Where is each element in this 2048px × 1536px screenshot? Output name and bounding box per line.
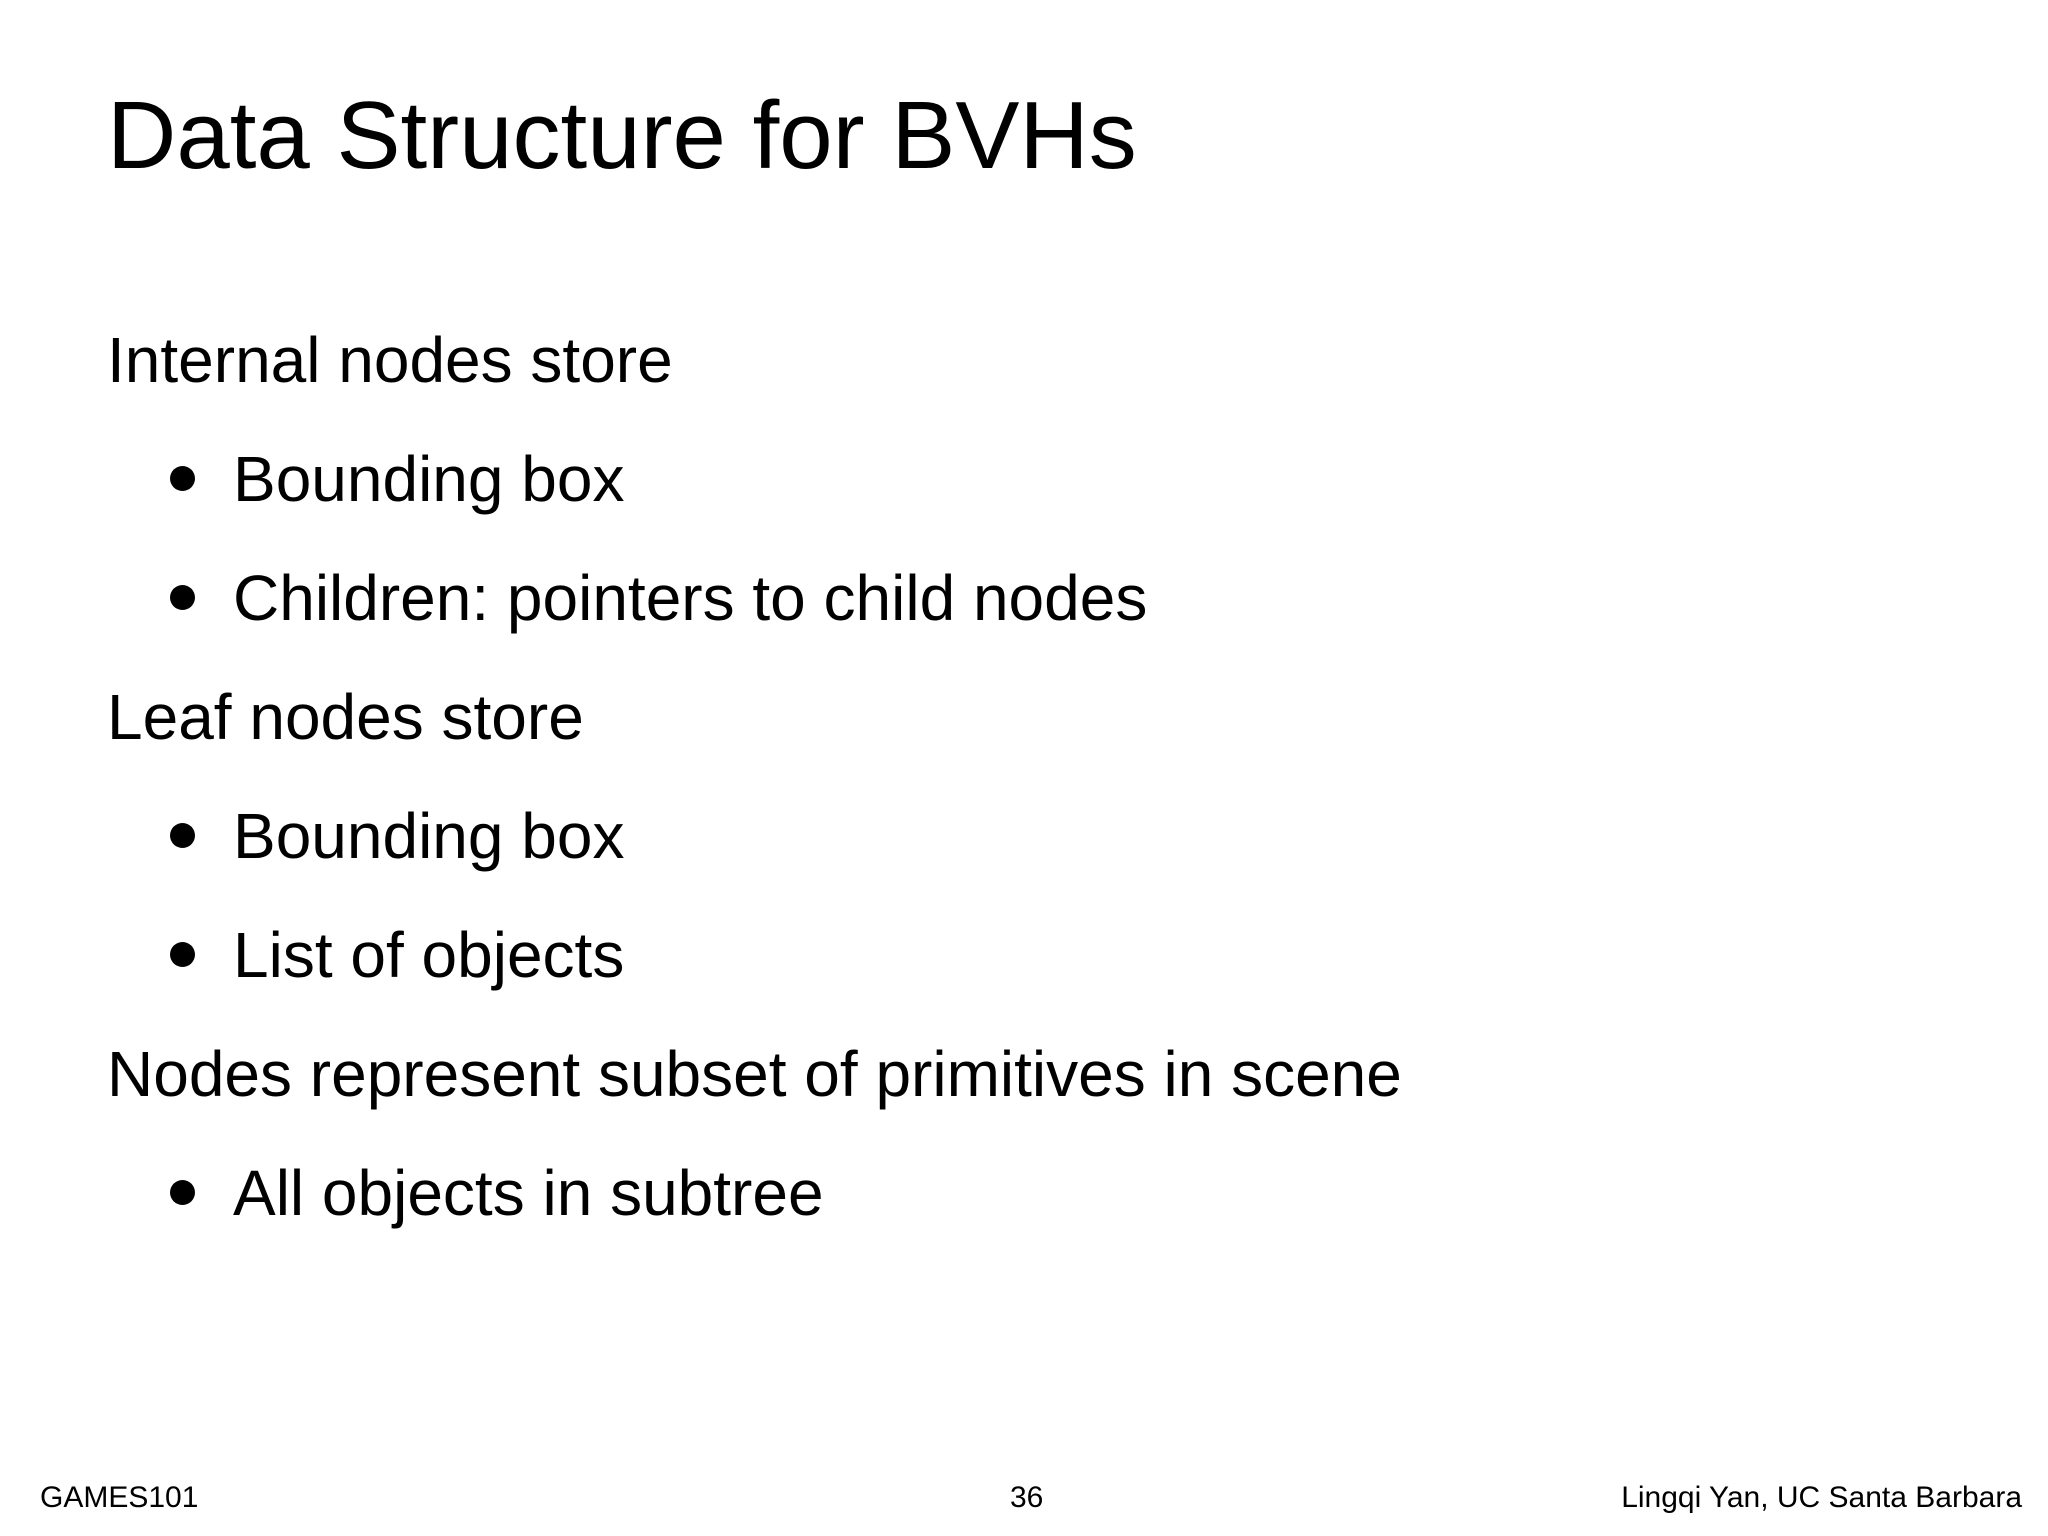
- bullet-item: [107, 538, 1957, 657]
- line-text: Bounding box: [233, 442, 625, 515]
- bullet-dot-icon: [170, 823, 195, 848]
- line-text: All objects in subtree: [233, 1156, 824, 1229]
- line-text: Internal nodes store: [107, 323, 673, 396]
- line-text: Children: pointers to child nodes: [233, 561, 1148, 634]
- bullet-dot-icon: [170, 585, 195, 610]
- line-text: Nodes represent subset of primitives in scene: [107, 1037, 1402, 1110]
- line-text: Leaf nodes store: [107, 680, 584, 753]
- bullet-dot-icon: [170, 1180, 195, 1205]
- bullet-item: [107, 776, 1957, 895]
- bullet-item: [107, 895, 1957, 1014]
- footer-course: GAMES101: [40, 1481, 199, 1514]
- heading-nodes-represent: [107, 1014, 1957, 1133]
- bullet-dot-icon: [170, 942, 195, 967]
- bullet-item: [107, 419, 1957, 538]
- line-text: List of objects: [233, 918, 625, 991]
- line-text: Bounding box: [233, 799, 625, 872]
- footer-author: Lingqi Yan, UC Santa Barbara: [1621, 1481, 2022, 1514]
- bullet-dot-icon: [170, 466, 195, 491]
- bullet-item: [107, 1133, 1957, 1252]
- heading-internal-nodes: [107, 300, 1957, 419]
- footer-page-number: 36: [1010, 1481, 1044, 1514]
- slide-title: Data Structure for BVHs: [107, 82, 1137, 189]
- slide-body: [107, 300, 1957, 1252]
- heading-leaf-nodes: [107, 657, 1957, 776]
